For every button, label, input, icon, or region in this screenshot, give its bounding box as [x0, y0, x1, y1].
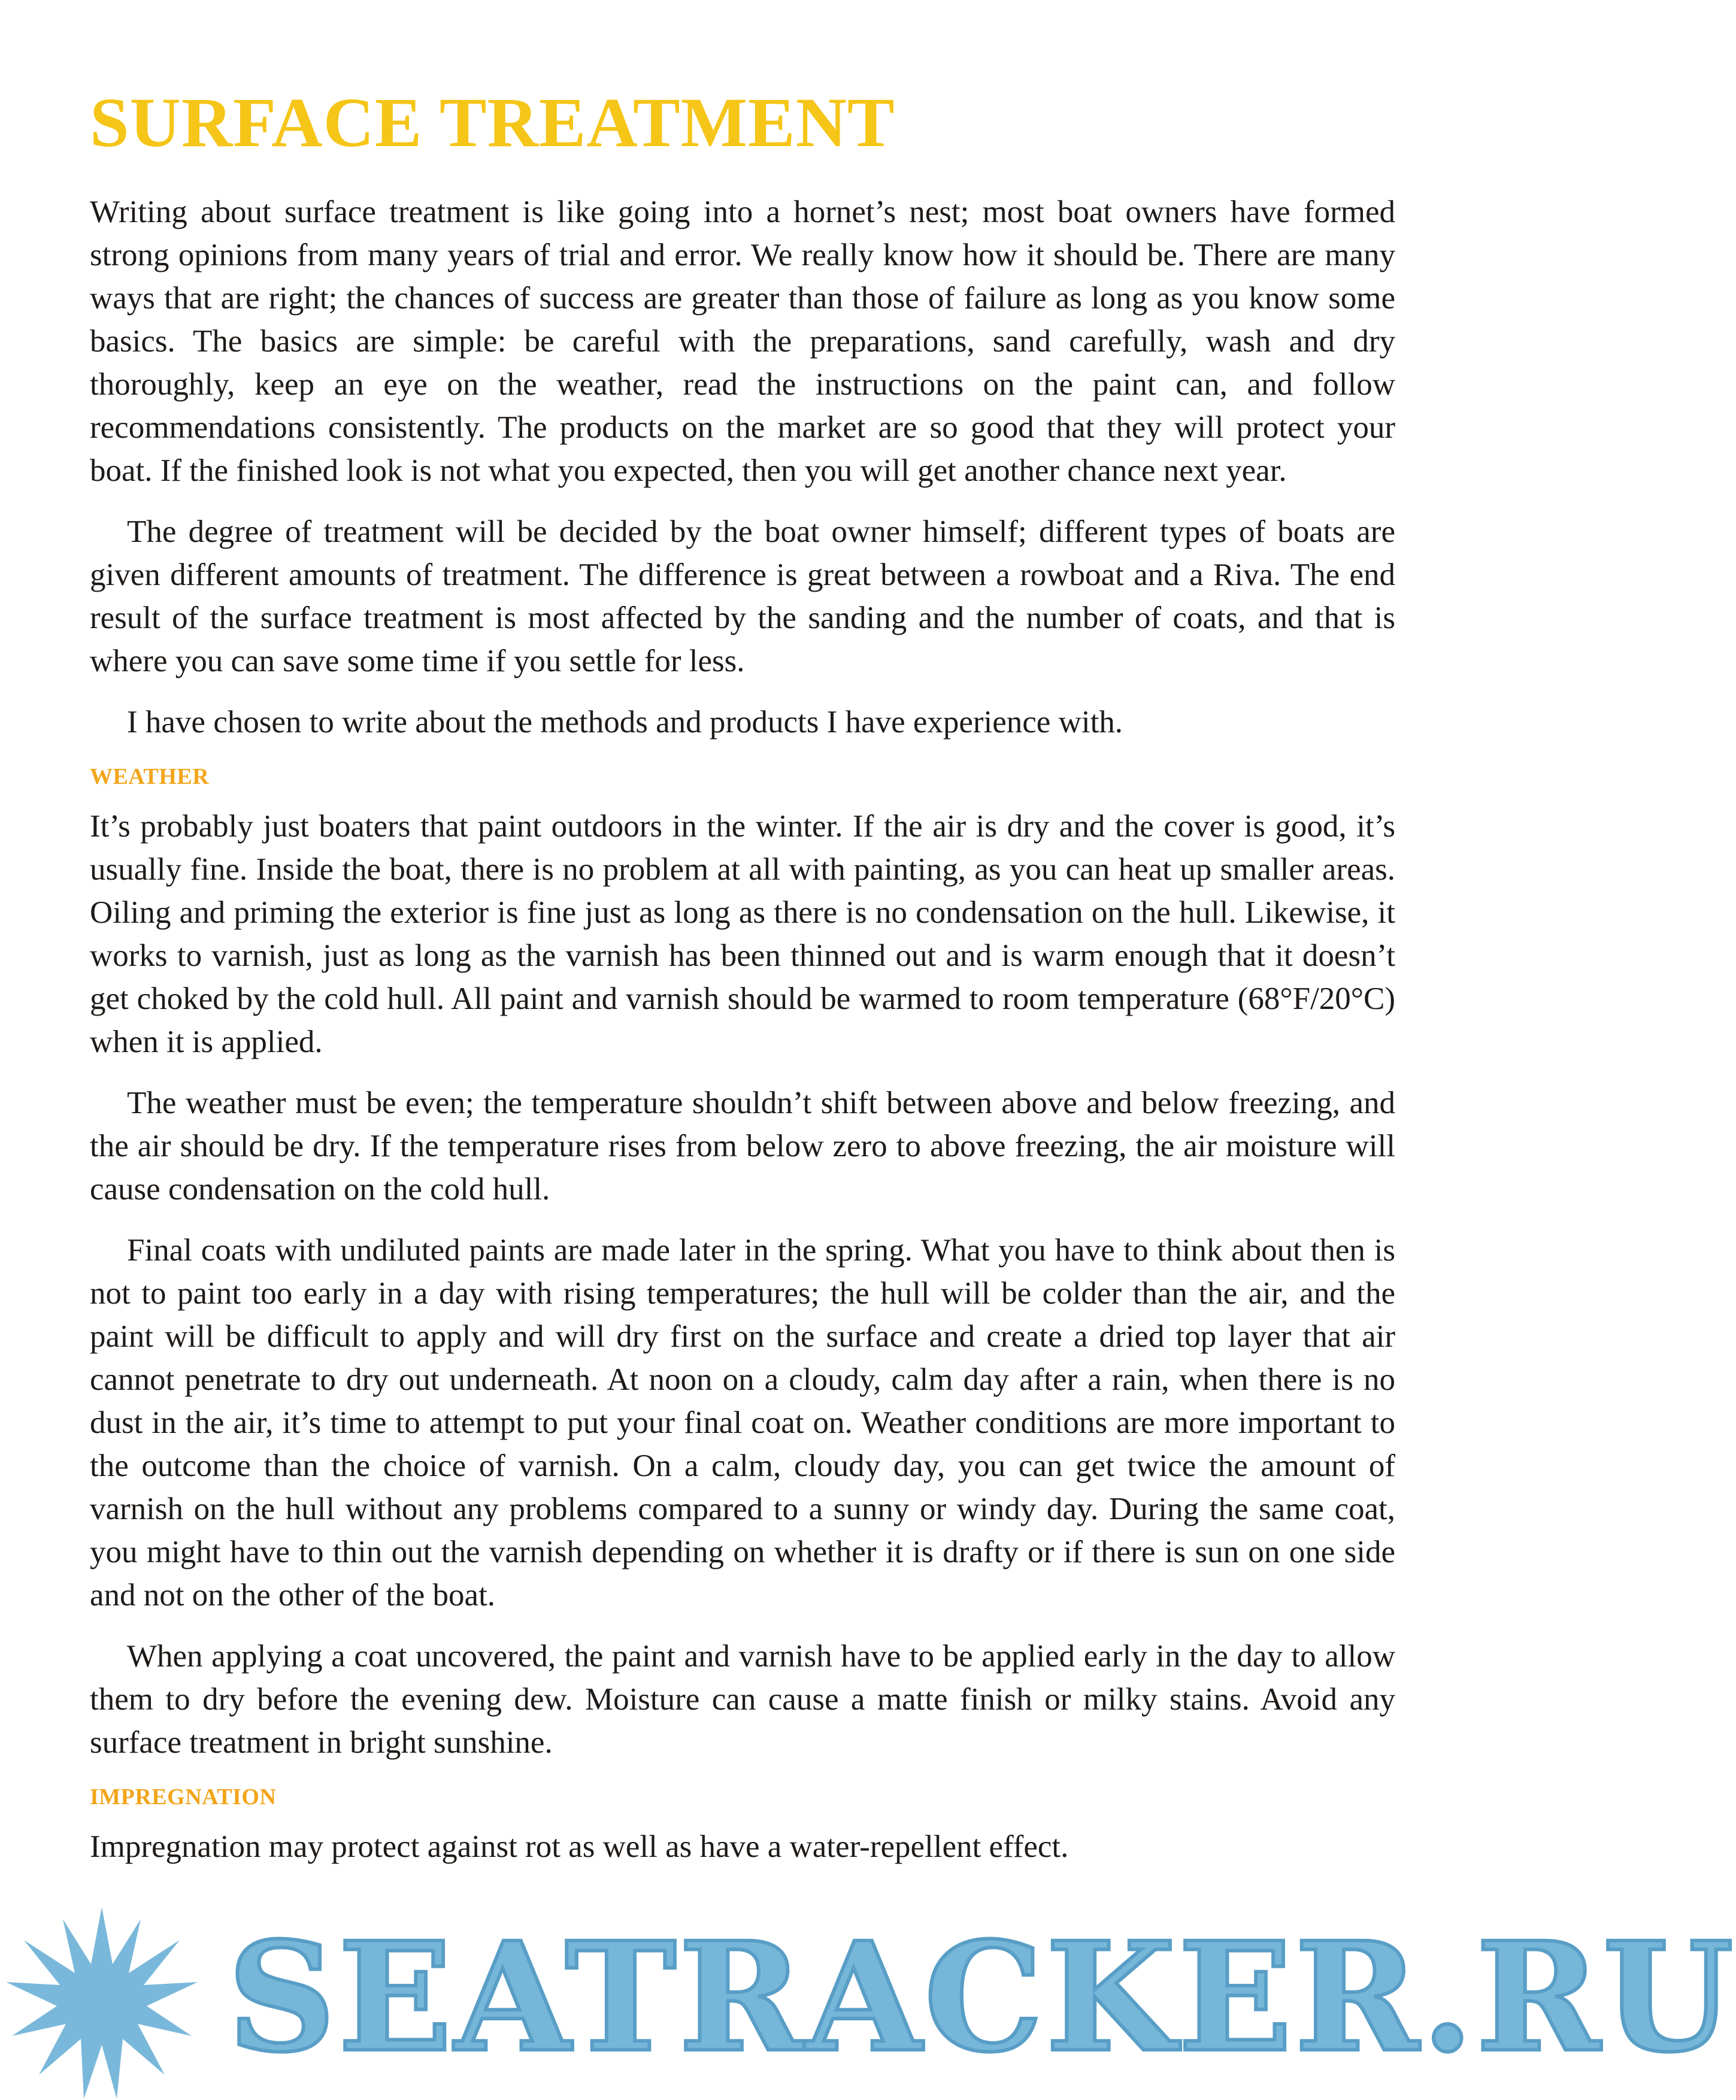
impregnation-heading: IMPREGNATION [90, 1784, 277, 1810]
watermark-text: SEATRACKER.RU [228, 1909, 1736, 2085]
weather-paragraph-3: Final coats with undiluted paints are made later in the spring. What you have to think about then is not to paint too early in a day with rising temperatures; the hull will be colder than the air, and the paint will be difficult to apply and will dry first on the surface and create a dried top layer that air cannot penetrate to dry out underneath. At noon on a cloudy, calm day after a rain, when there is no dust in the air, it’s time to attempt to put your final coat on. Weather conditions are more important to the outcome than the choice of varnish. On a calm, cloudy day, you can get twice the amount of varnish on the hull without any problems compared to a sunny or windy day. During the same coat, you might have to thin out the varnish depending on whether it is drafty or if there is sun on one side and not on the other of the boat. [90, 1233, 1395, 1613]
intro-paragraph-3: I have chosen to write about the methods and products I have experience with. [127, 705, 1123, 740]
intro-paragraph-2: The degree of treatment will be decided by the boat owner himself; different types of boats are given different amounts of treatment. The difference is great between a rowboat and a Riva. The end result of the surface treatment is most affected by the sanding and the number of coats, and that is where you can save some time if you settle for less. [90, 514, 1395, 678]
page-title: SURFACE TREATMENT [90, 83, 895, 162]
starburst-icon [6, 1907, 198, 2099]
weather-paragraph-4: When applying a coat uncovered, the paint and varnish have to be applied early in the day to allow them to dry before the evening dew. Moisture can cause a matte finish or milky stains. Avoid any surface treatment in bright sunshine. [90, 1639, 1395, 1760]
intro-paragraph-1: Writing about surface treatment is like going into a hornet’s nest; most boat owners have formed strong opinions from many years of trial and error. We really know how it should be. There are many ways that are right; the chances of success are greater than those of failure as long as you know some basics. The basics are simple: be careful with the preparations, sand carefully, wash and dry thoroughly, keep an eye on the weather, read the instructions on the paint can, and follow recommendations consistently. The products on the market are so good that they will protect your boat. If the finished look is not what you expected, then you will get another chance next year. [90, 195, 1395, 488]
weather-paragraph-1: It’s probably just boaters that paint outdoors in the winter. If the air is dry and the cover is good, it’s usually fine. Inside the boat, there is no problem at all with painting, as you can heat up smaller areas. Oiling and priming the exterior is fine just as long as there is no condensation on the hull. Likewise, it works to varnish, just as long as the varnish has been thinned out and is warm enough that it doesn’t get choked by the cold hull. All paint and varnish should be warmed to room temperature (68°F/20°C) when it is applied. [90, 809, 1395, 1059]
page-content [90, 84, 1395, 1886]
watermark [0, 1874, 1736, 2100]
weather-paragraph-2: The weather must be even; the temperature shouldn’t shift between above and below freezing, and the air should be dry. If the temperature rises from below zero to above freezing, the air moisture will cause condensation on the cold hull. [90, 1086, 1395, 1207]
weather-heading: WEATHER [90, 764, 210, 789]
impregnation-paragraph-1: Impregnation may protect against rot as well as have a water-repellent effect. [90, 1829, 1069, 1864]
